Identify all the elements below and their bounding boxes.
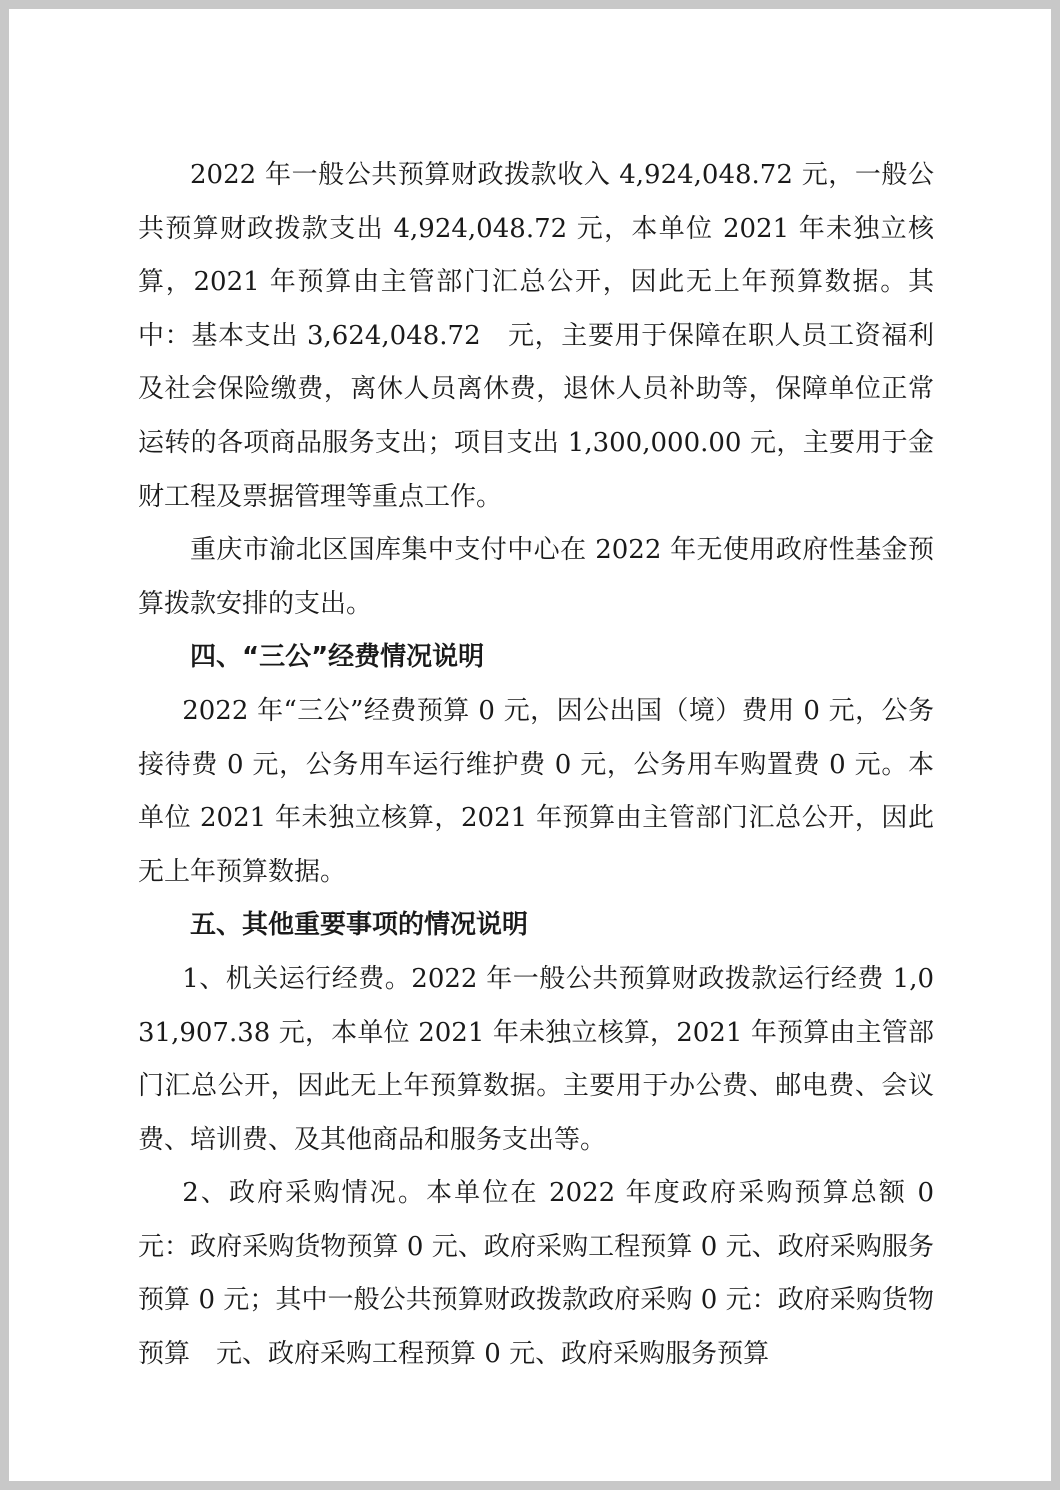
document-body xyxy=(138,149,934,1382)
paragraph-operating-expenses: 1、机关运行经费。2022 年一般公共预算财政拨款运行经费 1,031,907.38 元，本单位 2021 年未独立核算，2021 年预算由主管部门汇总公开，因此无上年预算数据。主要用于办公费、邮电费、会议费、培训费、及其他商品和服务支出等。 xyxy=(138,963,934,1155)
paragraph-three-public-expenses: 2022 年“三公”经费预算 0 元，因公出国（境）费用 0 元，公务接待费 0 元，公务用车运行维护费 0 元，公务用车购置费 0 元。本单位 2021 年未独立核算，2021 年预算由主管部门汇总公开，因此无上年预算数据。 xyxy=(138,695,934,887)
paragraph-government-procurement: 2、政府采购情况。本单位在 2022 年度政府采购预算总额 0 元：政府采购货物预算 0 元、政府采购工程预算 0 元、政府采购服务预算 0 元；其中一般公共预算财政拨款政府采购 0 元：政府采购货物预算 元、政府采购工程预算 0 元、政府采购服务预算 xyxy=(138,1178,934,1370)
paragraph-budget-income: 2022 年一般公共预算财政拨款收入 4,924,048.72 元，一般公共预算财政拨款支出 4,924,048.72 元，本单位 2021 年未独立核算，2021 年预算由主管部门汇总公开，因此无上年预算数据。其中：基本支出 3,624,048.72 元，主要用于保障在职人员工资福利及社会保险缴费，离休人员离休费，退休人员补助等，保障单位正常运转的各项商品服务支出；项目支出 1,300,000.00 元，主要用于金财工程及票据管理等重点工作。 xyxy=(138,160,934,512)
section-heading-other-matters: 五、其他重要事项的情况说明 xyxy=(190,910,529,941)
paragraph-government-fund: 重庆市渝北区国库集中支付中心在 2022 年无使用政府性基金预算拨款安排的支出。 xyxy=(138,535,934,619)
document-page xyxy=(9,9,1051,1481)
section-heading-three-public: 四、“三公”经费情况说明 xyxy=(190,642,485,673)
